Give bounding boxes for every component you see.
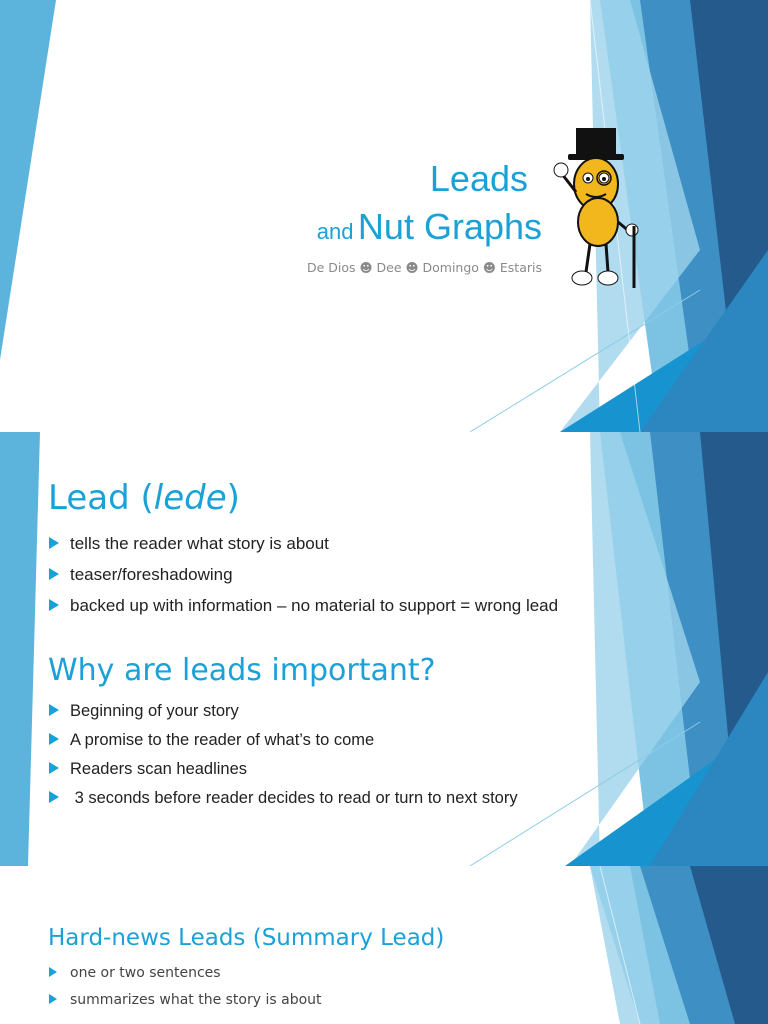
title-slide — [0, 0, 768, 432]
list-item: A promise to the reader of what’s to come — [48, 729, 608, 751]
bullet-arrow-icon — [49, 994, 57, 1004]
title-lead-text: Lead ( — [48, 478, 154, 518]
bullet-arrow-icon — [49, 599, 59, 611]
slide-title-hard-news: Hard-news Leads (Summary Lead) — [48, 925, 445, 951]
hard-news-bullet-list — [48, 963, 322, 1017]
why-bullet-list — [48, 700, 608, 816]
list-item: Readers scan headlines — [48, 758, 608, 780]
bullet-arrow-icon — [49, 733, 59, 745]
list-item: one or two sentences — [48, 963, 322, 983]
list-item: Beginning of your story — [48, 700, 608, 722]
title-nut-graphs — [317, 206, 542, 248]
bullet-arrow-icon — [49, 568, 59, 580]
title-close-paren: ) — [226, 478, 240, 518]
subheading-why-leads: Why are leads important? — [48, 653, 436, 688]
peanut-mascot-icon — [548, 122, 648, 294]
authors-subtitle: De Dios ☻ Dee ☻ Domingo ☻ Estaris — [306, 260, 542, 275]
list-item: teaser/foreshadowing — [48, 563, 568, 586]
bullet-arrow-icon — [49, 791, 59, 803]
bullet-arrow-icon — [49, 762, 59, 774]
title-nut-text: Nut Graphs — [357, 206, 542, 247]
list-item: tells the reader what story is about — [48, 532, 568, 555]
list-item: backed up with information – no material to support = wrong lead — [48, 594, 568, 617]
bullet-arrow-icon — [49, 704, 59, 716]
slide-title-lead — [48, 478, 240, 518]
title-lede-italic: lede — [153, 478, 227, 518]
list-item: summarizes what the story is about — [48, 990, 322, 1010]
bullet-arrow-icon — [49, 967, 57, 977]
lead-bullet-list — [48, 532, 568, 625]
list-item: 3 seconds before reader decides to read or turn to next story — [48, 787, 608, 809]
title-leads: Leads — [429, 158, 528, 199]
title-and: and — [316, 219, 354, 244]
bullet-arrow-icon — [49, 537, 59, 549]
